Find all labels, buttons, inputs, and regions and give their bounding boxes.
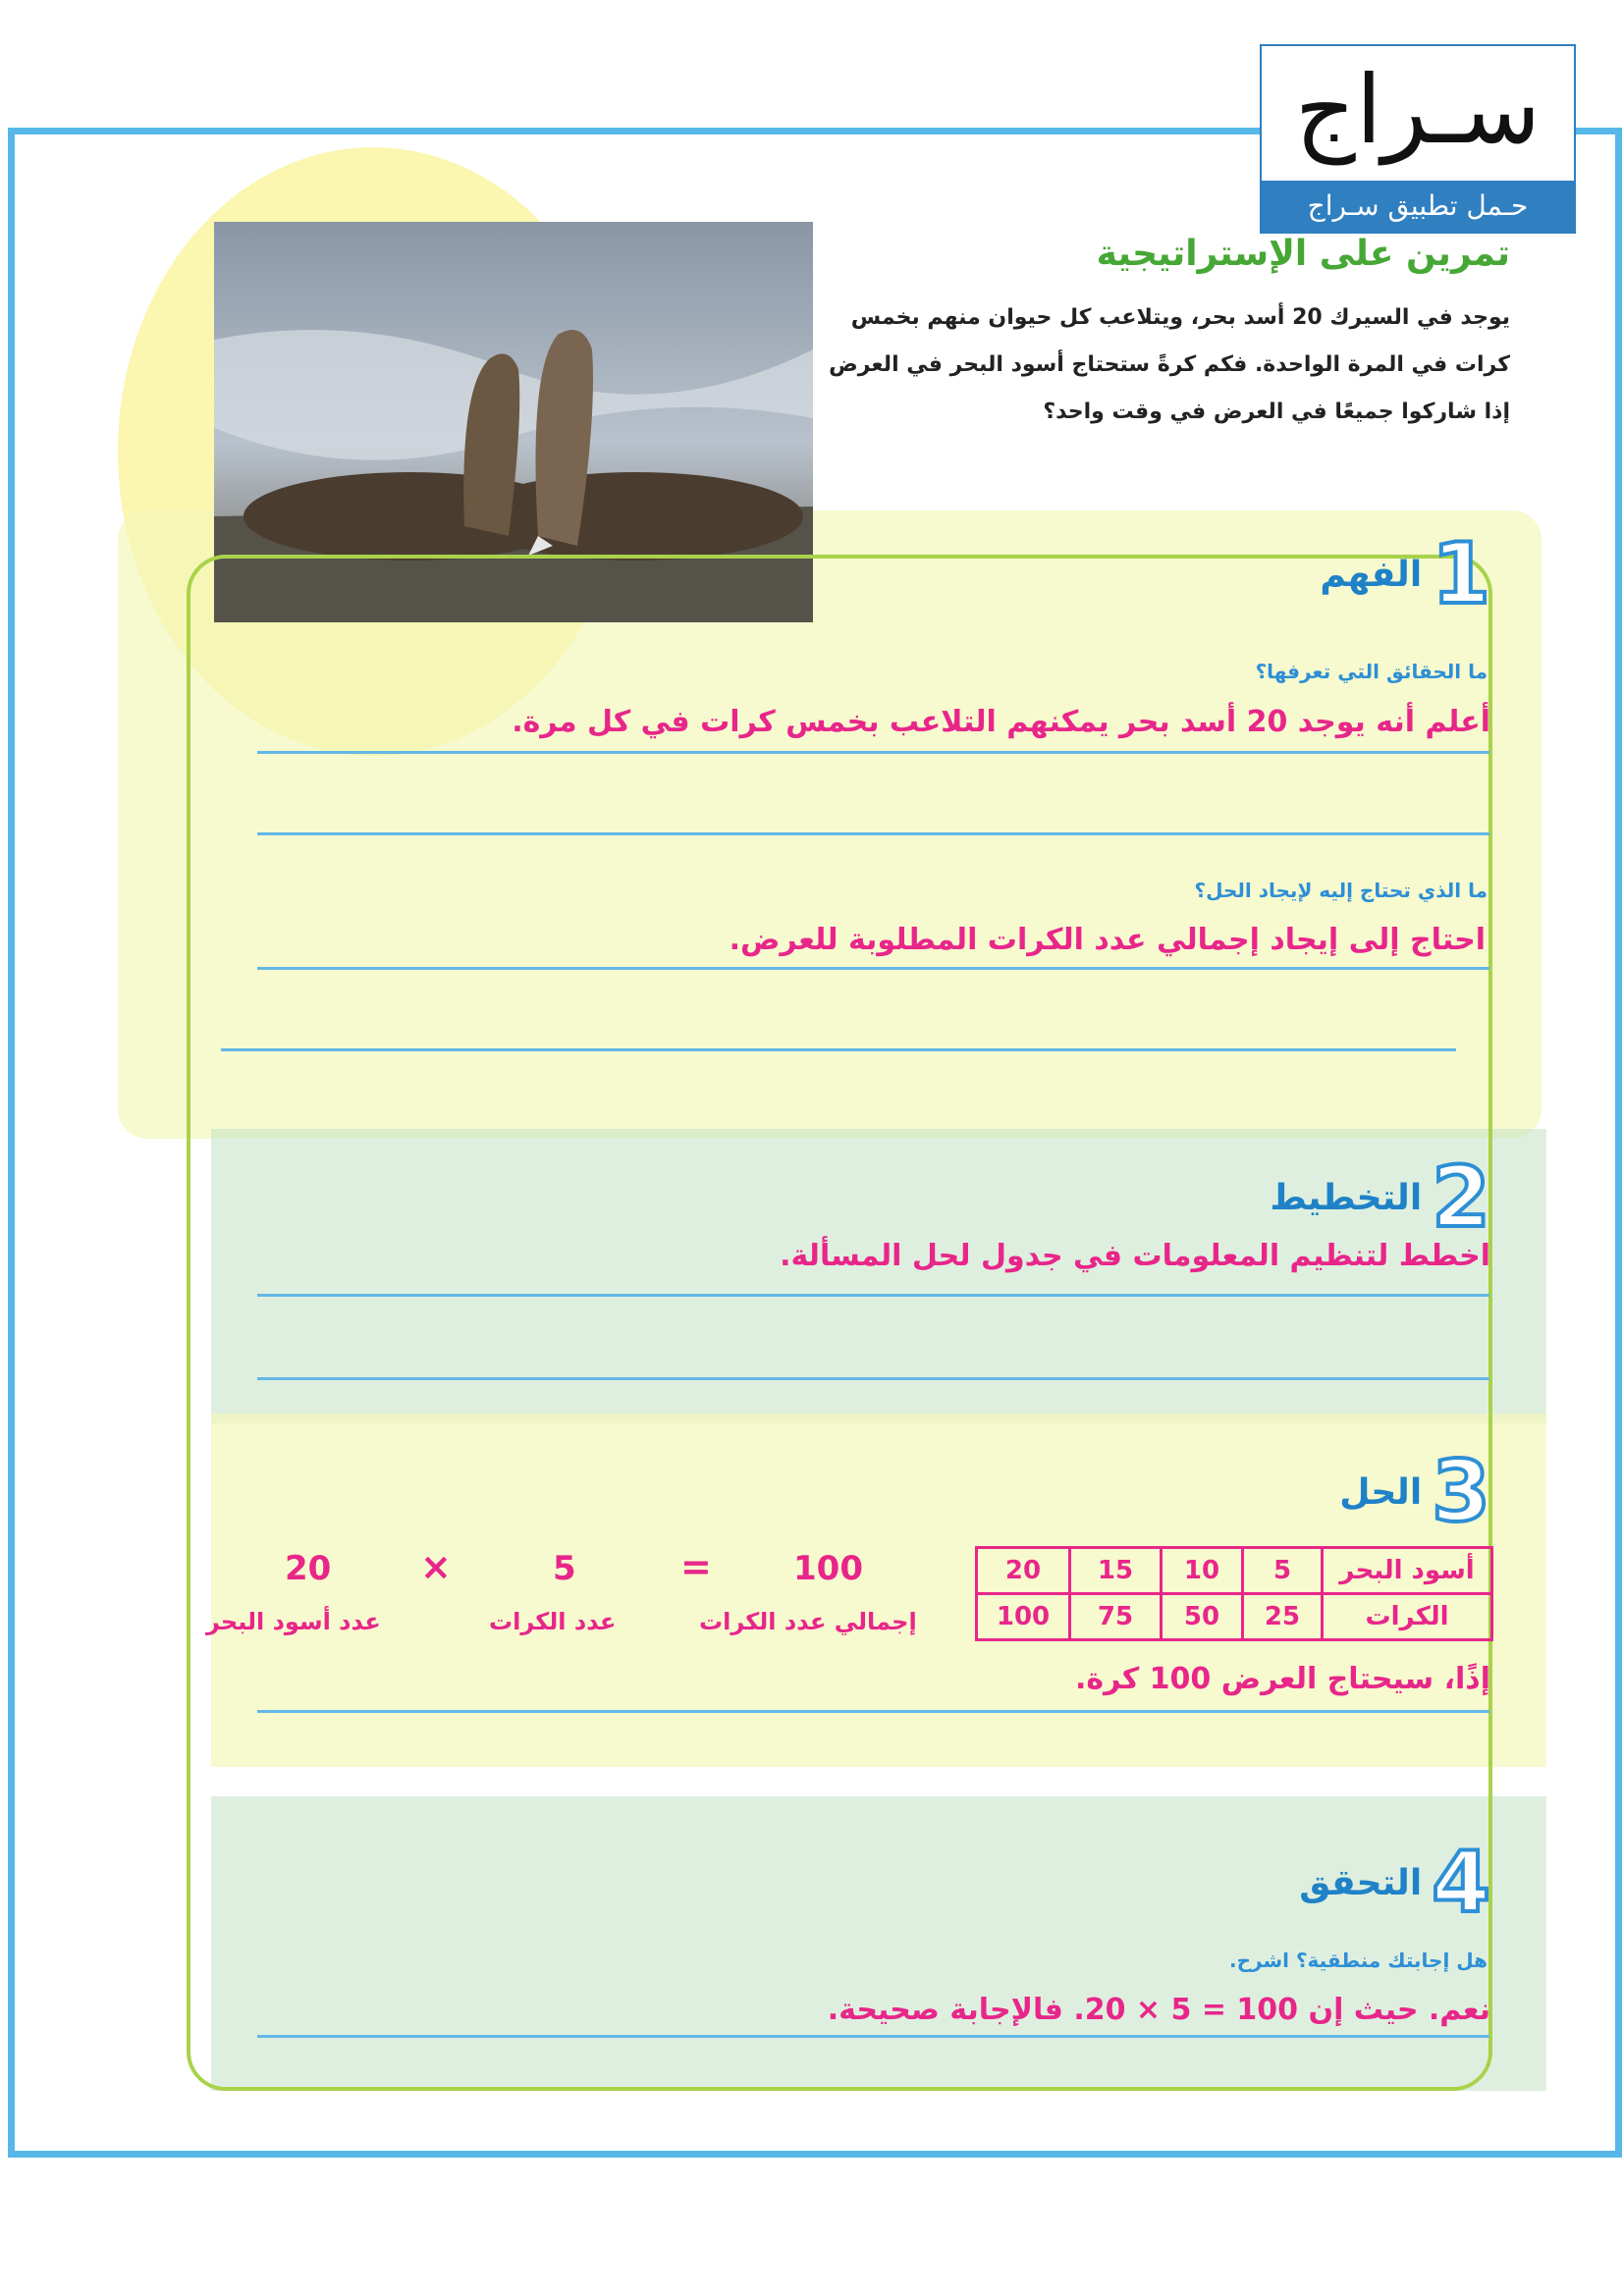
question-facts: ما الحقائق التي تعرفها؟: [1255, 660, 1488, 683]
table-cell: 15: [1070, 1548, 1162, 1594]
table-row: [977, 1594, 1492, 1640]
answer-line: [257, 1710, 1489, 1713]
equation-a: 20: [285, 1549, 332, 1588]
step-label: الحل: [1339, 1471, 1423, 1513]
table-cell: 10: [1162, 1548, 1243, 1594]
table-cell: 5: [1243, 1548, 1323, 1594]
equation-b: 5: [553, 1549, 576, 1588]
step-label: التخطيط: [1270, 1177, 1423, 1218]
equation-equals: =: [680, 1545, 712, 1588]
step-number: 2: [1432, 1148, 1490, 1247]
problem-statement: يوجد في السيرك 20 أسد بحر، ويتلاعب كل حيوان منهم بخمس كرات في المرة الواحدة. فكم كرةً ستحتاج أسود البحر في العرض إذا شاركوا جميعًا في العرض في وقت واحد؟: [829, 305, 1510, 424]
equation-result: 100: [793, 1549, 863, 1588]
row-header: أسود البحر: [1323, 1548, 1492, 1594]
answer-line: [257, 1294, 1489, 1297]
table-cell: 50: [1162, 1594, 1243, 1640]
table-cell: 20: [977, 1548, 1070, 1594]
answer-check: نعم. حيث إن 100 = 5 × 20. فالإجابة صحيحة.: [827, 1993, 1490, 2027]
question-check: هل إجابتك منطقية؟ اشرح.: [1229, 1949, 1488, 1972]
answer-facts: أعلم أنه يوجد 20 أسد بحر يمكنهم التلاعب بخمس كرات في كل مرة.: [512, 705, 1490, 739]
answer-line: [257, 1377, 1489, 1380]
sea-lions-table: [975, 1546, 1493, 1641]
question-needed: ما الذي تحتاج إليه لإيجاد الحل؟: [1194, 879, 1488, 902]
equation-times: ×: [420, 1545, 452, 1588]
step-solve-heading: [1339, 1443, 1490, 1541]
answer-line: [221, 1048, 1456, 1051]
logo-tagline: حـمل تطبيق سـراج: [1262, 181, 1574, 232]
answer-line: [257, 2035, 1489, 2038]
table-cell: 100: [977, 1594, 1070, 1640]
step-number: 3: [1432, 1443, 1490, 1541]
step-label: الفهم: [1320, 554, 1423, 595]
label-total-balls: إجمالي عدد الكرات: [699, 1608, 917, 1635]
label-sea-lions-count: عدد أسود البحر: [206, 1608, 381, 1635]
answer-line: [257, 832, 1489, 835]
step-number: 1: [1432, 525, 1490, 623]
step-understand-heading: [1320, 525, 1490, 623]
siraj-logo: [1260, 44, 1576, 234]
strategy-title: تمرين على الإستراتيجية: [1096, 234, 1510, 274]
step-number: 4: [1432, 1834, 1490, 1932]
table-row: [977, 1548, 1492, 1594]
answer-needed: احتاج إلى إيجاد إجمالي عدد الكرات المطلوبة للعرض.: [729, 923, 1486, 957]
table-cell: 25: [1243, 1594, 1323, 1640]
table-cell: 75: [1070, 1594, 1162, 1640]
answer-plan: اخطط لتنظيم المعلومات في جدول لحل المسألة.: [780, 1239, 1490, 1273]
steps-panel: [187, 555, 1492, 2091]
step-label: التحقق: [1299, 1862, 1423, 1903]
answer-line: [257, 967, 1489, 970]
step-plan-heading: [1270, 1148, 1490, 1247]
row-header: الكرات: [1323, 1594, 1492, 1640]
answer-conclusion: إذًا، سيحتاج العرض 100 كرة.: [1075, 1662, 1490, 1696]
answer-line: [257, 751, 1489, 754]
logo-name: سـراج: [1294, 55, 1542, 165]
step-check-heading: [1299, 1834, 1490, 1932]
label-balls-count: عدد الكرات: [489, 1608, 617, 1635]
